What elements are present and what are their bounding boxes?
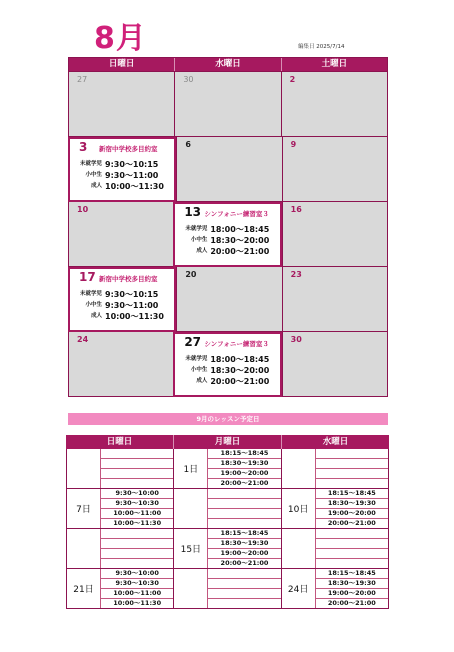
time-slot: 20:00〜21:00 bbox=[220, 559, 269, 567]
page-title: 8月 bbox=[94, 21, 147, 56]
time-slot: 18:30〜19:30 bbox=[208, 459, 280, 469]
group-label: 成人 bbox=[196, 248, 208, 254]
lesson-schedule bbox=[70, 159, 174, 192]
time-slot bbox=[101, 459, 173, 469]
time-slot bbox=[101, 479, 173, 488]
venue-label: シンフォニー練習室３ bbox=[204, 340, 269, 348]
time-slot bbox=[208, 519, 280, 528]
time-slot: 9:30〜10:30 bbox=[101, 579, 173, 589]
day-number: 30 bbox=[290, 335, 302, 344]
time-range: 9:30〜11:00 bbox=[105, 171, 159, 180]
time-range: 18:30〜20:00 bbox=[210, 236, 270, 245]
time-slot: 9:30〜10:30 bbox=[101, 499, 173, 509]
header-sunday: 日曜日 bbox=[69, 58, 175, 71]
lesson-day-cell bbox=[68, 267, 176, 332]
date-label: 10日 bbox=[287, 505, 309, 515]
september-day-cell bbox=[66, 569, 173, 609]
schedule-line bbox=[175, 365, 279, 376]
venue-label: シンフォニー練習室３ bbox=[204, 210, 269, 218]
calendar-day-cell bbox=[282, 332, 388, 397]
time-slot: 19:00〜20:00 bbox=[316, 589, 388, 599]
time-slots bbox=[100, 529, 173, 568]
time-slots bbox=[315, 529, 388, 568]
lesson-day-cell bbox=[173, 202, 281, 267]
schedule-line bbox=[70, 159, 174, 170]
time-slot bbox=[316, 469, 388, 479]
time-range: 10:00〜11:30 bbox=[105, 312, 164, 321]
time-slot bbox=[101, 549, 173, 559]
group-label: 小中生 bbox=[190, 237, 208, 243]
time-slots bbox=[207, 449, 280, 488]
time-slot bbox=[101, 449, 173, 459]
time-slots bbox=[100, 569, 173, 608]
header-wednesday: 水曜日 bbox=[175, 58, 281, 71]
calendar-day-cell bbox=[176, 267, 281, 332]
time-slots bbox=[100, 489, 173, 528]
time-slot: 18:15〜18:45 bbox=[316, 569, 388, 579]
schedule-line bbox=[175, 354, 279, 365]
time-slots bbox=[315, 569, 388, 608]
calendar-week-row bbox=[68, 267, 388, 332]
september-week-row bbox=[66, 489, 389, 529]
schedule-line bbox=[70, 300, 174, 311]
day-number: 27 bbox=[184, 335, 202, 349]
september-day-cell bbox=[281, 489, 389, 529]
day-number: 13 bbox=[184, 205, 202, 219]
group-label: 成人 bbox=[90, 183, 102, 189]
september-day-cell bbox=[281, 529, 389, 569]
time-slot bbox=[316, 459, 388, 469]
time-slot bbox=[101, 539, 173, 549]
calendar-day-cell bbox=[282, 267, 388, 332]
time-slot: 10:00〜11:30 bbox=[113, 599, 162, 607]
time-slot: 18:15〜18:45 bbox=[208, 529, 280, 539]
time-slots bbox=[100, 449, 173, 488]
time-slot: 19:00〜20:00 bbox=[208, 469, 280, 479]
september-day-cell bbox=[173, 529, 280, 569]
schedule-line bbox=[70, 311, 174, 322]
day-number: 27 bbox=[77, 75, 88, 84]
time-range: 20:00〜21:00 bbox=[210, 247, 270, 256]
day-number: 10 bbox=[77, 205, 89, 214]
group-label: 小中生 bbox=[85, 302, 102, 308]
time-slot: 19:00〜20:00 bbox=[316, 509, 388, 519]
group-label: 成人 bbox=[90, 313, 102, 319]
header-wednesday: 水曜日 bbox=[322, 437, 349, 447]
group-label: 小中生 bbox=[85, 172, 102, 178]
lesson-schedule bbox=[175, 224, 279, 257]
september-week-row bbox=[66, 529, 389, 569]
time-slot bbox=[316, 529, 388, 539]
time-range: 18:00〜18:45 bbox=[210, 355, 270, 364]
calendar-day-cell bbox=[68, 72, 174, 137]
time-range: 20:00〜21:00 bbox=[210, 377, 270, 386]
header-saturday: 土曜日 bbox=[321, 59, 348, 69]
calendar-day-cell bbox=[68, 202, 173, 267]
calendar-day-cell bbox=[282, 137, 388, 202]
date-label bbox=[174, 569, 207, 608]
time-range: 18:30〜20:00 bbox=[210, 366, 270, 375]
day-number: 6 bbox=[185, 140, 191, 149]
lesson-day-cell bbox=[68, 137, 176, 202]
time-slots bbox=[315, 449, 388, 488]
time-slot bbox=[208, 599, 280, 608]
time-slot: 18:15〜18:45 bbox=[316, 489, 388, 499]
time-slots bbox=[207, 489, 280, 528]
september-banner: 9月のレッスン予定日 bbox=[68, 413, 388, 425]
group-label: 成人 bbox=[196, 378, 208, 384]
date-label bbox=[67, 529, 100, 568]
date-label: 15日 bbox=[180, 545, 202, 555]
time-slot: 9:30〜10:00 bbox=[101, 489, 173, 499]
calendar-day-cell bbox=[68, 332, 173, 397]
day-number: 17 bbox=[79, 270, 96, 284]
time-range: 9:30〜10:15 bbox=[105, 160, 159, 169]
date-label: 7日 bbox=[76, 505, 91, 515]
calendar-day-cell bbox=[282, 202, 388, 267]
september-day-cell bbox=[66, 489, 173, 529]
time-slots bbox=[207, 529, 280, 568]
schedule-line bbox=[175, 224, 279, 235]
calendar-day-cell bbox=[281, 72, 388, 137]
calendar-week-row bbox=[68, 202, 388, 267]
time-slot bbox=[208, 579, 280, 589]
time-slots bbox=[207, 569, 280, 608]
september-day-cell bbox=[66, 529, 173, 569]
time-slot: 18:30〜19:30 bbox=[208, 539, 280, 549]
schedule-line bbox=[175, 376, 279, 387]
time-slot bbox=[316, 549, 388, 559]
calendar-day-cell bbox=[174, 72, 280, 137]
time-slot: 18:30〜19:30 bbox=[316, 499, 388, 509]
time-slots bbox=[315, 489, 388, 528]
day-number: 20 bbox=[185, 270, 197, 279]
venue-label: 新宿中学校多目約室 bbox=[99, 275, 158, 283]
time-slot: 20:00〜21:00 bbox=[327, 519, 376, 527]
schedule-line bbox=[175, 235, 279, 246]
time-range: 18:00〜18:45 bbox=[210, 225, 270, 234]
date-label: 1日 bbox=[183, 465, 199, 475]
date-label bbox=[282, 449, 315, 488]
lesson-schedule bbox=[70, 289, 174, 322]
august-header-row bbox=[68, 57, 388, 72]
september-day-cell bbox=[173, 449, 280, 489]
time-range: 10:00〜11:30 bbox=[105, 182, 164, 191]
time-slot bbox=[316, 559, 388, 568]
time-slot bbox=[101, 559, 173, 568]
time-slot bbox=[208, 589, 280, 599]
time-slot: 9:30〜10:00 bbox=[101, 569, 173, 579]
time-range: 9:30〜10:15 bbox=[105, 290, 159, 299]
calendar-week-row bbox=[68, 137, 388, 202]
september-week-row bbox=[66, 449, 389, 489]
september-header-row bbox=[66, 435, 389, 449]
time-slot: 18:15〜18:45 bbox=[208, 449, 280, 459]
september-week-row bbox=[66, 569, 389, 609]
time-slot bbox=[101, 529, 173, 539]
day-number: 3 bbox=[79, 140, 88, 154]
group-label: 未就学児 bbox=[79, 161, 102, 167]
time-slot: 10:00〜11:00 bbox=[101, 589, 173, 599]
schedule-line bbox=[70, 170, 174, 181]
time-slot bbox=[208, 489, 280, 499]
time-slot: 18:30〜19:30 bbox=[316, 579, 388, 589]
day-number: 30 bbox=[183, 75, 194, 84]
group-label: 未就学児 bbox=[79, 291, 102, 297]
date-label bbox=[282, 529, 315, 568]
schedule-line bbox=[175, 246, 279, 257]
time-slot bbox=[316, 479, 388, 488]
calendar-day-cell bbox=[176, 137, 281, 202]
time-range: 9:30〜11:00 bbox=[105, 301, 159, 310]
day-number: 23 bbox=[290, 270, 302, 279]
edited-date: 編集日 2025/7/14 bbox=[298, 44, 345, 50]
september-day-cell bbox=[281, 449, 389, 489]
date-label: 21日 bbox=[73, 585, 94, 595]
day-number: 24 bbox=[77, 335, 89, 344]
september-day-cell bbox=[66, 449, 173, 489]
time-slot: 19:00〜20:00 bbox=[208, 549, 280, 559]
time-slot: 20:00〜21:00 bbox=[327, 599, 376, 607]
date-label bbox=[174, 489, 207, 528]
lesson-day-cell bbox=[173, 332, 281, 397]
header-sunday: 日曜日 bbox=[66, 435, 174, 449]
september-day-cell bbox=[173, 569, 280, 609]
time-slot: 10:00〜11:00 bbox=[101, 509, 173, 519]
calendar-week-row bbox=[68, 332, 388, 397]
time-slot: 20:00〜21:00 bbox=[220, 479, 269, 487]
time-slot bbox=[208, 569, 280, 579]
time-slot bbox=[208, 499, 280, 509]
header-monday: 月曜日 bbox=[174, 435, 282, 449]
group-label: 未就学児 bbox=[185, 356, 208, 362]
date-label bbox=[67, 449, 100, 488]
time-slot bbox=[316, 449, 388, 459]
schedule-line bbox=[70, 289, 174, 300]
time-slot bbox=[208, 509, 280, 519]
day-number: 2 bbox=[289, 75, 296, 84]
september-day-cell bbox=[281, 569, 389, 609]
date-label: 24日 bbox=[287, 585, 309, 595]
september-table bbox=[66, 435, 389, 609]
september-day-cell bbox=[173, 489, 280, 529]
group-label: 小中生 bbox=[190, 367, 208, 373]
time-slot: 10:00〜11:30 bbox=[113, 519, 162, 527]
time-slot bbox=[101, 469, 173, 479]
venue-label: 新宿中学校多目約室 bbox=[99, 145, 158, 153]
calendar-week-row bbox=[68, 72, 388, 137]
lesson-schedule bbox=[175, 354, 279, 387]
group-label: 未就学児 bbox=[185, 226, 208, 232]
day-number: 16 bbox=[290, 205, 302, 214]
august-calendar bbox=[68, 57, 388, 397]
day-number: 9 bbox=[290, 140, 297, 149]
schedule-line bbox=[70, 181, 174, 192]
time-slot bbox=[316, 539, 388, 549]
